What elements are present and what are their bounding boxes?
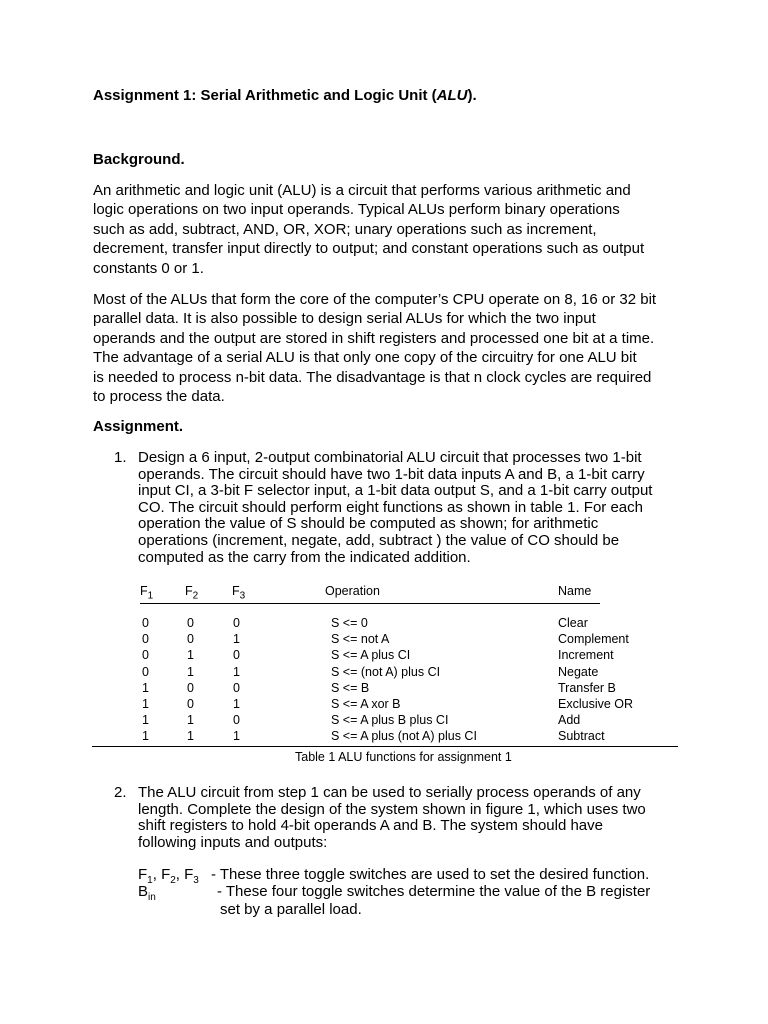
list-number: 2. — [114, 784, 127, 801]
cell-f3: 1 — [233, 697, 240, 711]
header-f3: $F_3$ — [232, 584, 246, 602]
cell-f2: 0 — [187, 632, 194, 647]
paragraph-line: shift registers to hold 4-bit operands A and B. The system should have — [138, 817, 603, 835]
cell-operation: S <= A plus CI — [331, 648, 411, 663]
cell-operation: S <= A xor B — [331, 697, 401, 711]
cell-f3: 0 — [233, 648, 240, 663]
paragraph-line: length. Complete the design of the system shown in figure 1, which uses two — [138, 800, 646, 818]
paragraph-line: The advantage of a serial ALU is that only one copy of the circuitry for one ALU bit — [93, 349, 637, 367]
cell-f2: 0 — [187, 697, 194, 711]
header-f2: $F_2$ — [185, 584, 199, 602]
cell-name: Transfer B — [558, 680, 616, 695]
cell-name: Clear — [558, 616, 588, 630]
table-caption: Table 1 ALU functions for assignment 1 — [295, 750, 512, 764]
paragraph-line: operations (increment, negate, add, subtract ) the value of CO should be — [138, 531, 620, 549]
paragraph-line: such as add, subtract, AND, OR, XOR; unary operations such as increment, — [93, 220, 597, 238]
paragraph-line: logic operations on two input operands. Typical ALUs perform binary operations — [93, 201, 620, 219]
cell-operation: S <= A plus B plus CI — [331, 713, 449, 728]
background-heading: Background. — [93, 151, 185, 168]
paragraph-line: following inputs and outputs: — [138, 833, 328, 851]
cell-f1: 0 — [142, 616, 149, 630]
f-inputs-description: - These three toggle switches are used to set the desired function. — [211, 866, 650, 883]
assignment-heading: Assignment. — [93, 418, 184, 435]
cell-name: Subtract — [558, 729, 605, 744]
b-input-description-cont: set by a parallel load. — [220, 901, 362, 918]
cell-name: Complement — [558, 632, 629, 647]
paragraph-line: parallel data. It is also possible to design serial ALUs for which the two input — [93, 310, 596, 328]
paragraph-line: constants 0 or 1. — [93, 259, 204, 277]
cell-f3: 0 — [233, 616, 240, 630]
cell-f2: 1 — [187, 729, 194, 744]
paragraph-line: computed as the carry from the indicated addition. — [138, 548, 471, 566]
cell-operation: S <= 0 — [331, 616, 368, 630]
paragraph-line: operation the value of S should be computed as shown; for arithmetic — [138, 515, 599, 533]
f-inputs-label: $F_1$, $F_2$, $F_3$ — [138, 866, 199, 886]
table-bottom-rule — [92, 746, 678, 747]
cell-f1: 1 — [142, 729, 149, 744]
list-item-text — [138, 785, 698, 851]
cell-f1: 0 — [142, 632, 149, 647]
cell-operation: S <= not A — [331, 632, 390, 647]
header-operation: Operation — [325, 584, 380, 598]
cell-name: Exclusive OR — [558, 697, 634, 711]
paragraph-line: Design a 6 input, 2-output combinatorial ALU circuit that processes two 1-bit — [138, 449, 642, 466]
cell-name: Negate — [558, 664, 599, 679]
cell-f3: 0 — [233, 713, 240, 728]
cell-operation: S <= B — [331, 680, 370, 695]
paragraph-line: operands and the output are stored in shift registers and processed one bit at a time. — [93, 329, 655, 347]
cell-f1: 0 — [142, 648, 149, 663]
title-emphasis: ALU — [436, 87, 468, 104]
cell-f1: 1 — [142, 697, 149, 711]
cell-f1: 1 — [142, 713, 149, 728]
paragraph-line: CO. The circuit should perform eight functions as shown in table 1. For each — [138, 498, 643, 516]
paragraph-line: input CI, a 3-bit F selector input, a 1-bit data output S, and a 1-bit carry output — [138, 482, 653, 500]
cell-operation: S <= A plus (not A) plus CI — [331, 729, 477, 744]
cell-operation: S <= (not A) plus CI — [331, 664, 441, 679]
cell-f2: 0 — [187, 680, 194, 695]
header-f1: $F_1$ — [140, 584, 154, 602]
paragraph-line: operands. The circuit should have two 1-bit data inputs A and B, a 1-bit carry — [138, 465, 645, 483]
cell-f3: 1 — [233, 664, 240, 679]
paragraph-line: The ALU circuit from step 1 can be used to serially process operands of any — [138, 784, 641, 801]
header-name: Name — [558, 584, 592, 598]
cell-f2: 1 — [187, 664, 194, 679]
paragraph-line: to process the data. — [93, 388, 225, 406]
b-input-description: - These four toggle switches determine the value of the B register — [217, 883, 651, 900]
cell-f3: 1 — [233, 729, 240, 744]
cell-f1: 0 — [142, 664, 149, 679]
cell-name: Add — [558, 713, 581, 728]
cell-f2: 0 — [187, 616, 194, 630]
paragraph-line: decrement, transfer input directly to output; and constant operations such as output — [93, 240, 645, 258]
title-suffix: ). — [467, 87, 477, 104]
cell-f2: 1 — [187, 648, 194, 663]
cell-f2: 1 — [187, 713, 194, 728]
paragraph-line: An arithmetic and logic unit (ALU) is a circuit that performs various arithmetic and — [93, 182, 631, 199]
title-text: Assignment 1: Serial Arithmetic and Logic Unit ( — [93, 87, 437, 104]
cell-name: Increment — [558, 648, 614, 663]
cell-f3: 0 — [233, 680, 240, 695]
list-number: 1. — [114, 449, 127, 466]
cell-f1: 1 — [142, 680, 149, 695]
cell-f3: 1 — [233, 632, 240, 647]
header-underline — [140, 603, 600, 604]
b-input-label: $B_{in}$ — [138, 883, 156, 903]
paragraph-line: is needed to process n-bit data. The disadvantage is that n clock cycles are required — [93, 368, 652, 386]
paragraph-line: Most of the ALUs that form the core of the computer’s CPU operate on 8, 16 or 32 bit — [93, 291, 657, 308]
